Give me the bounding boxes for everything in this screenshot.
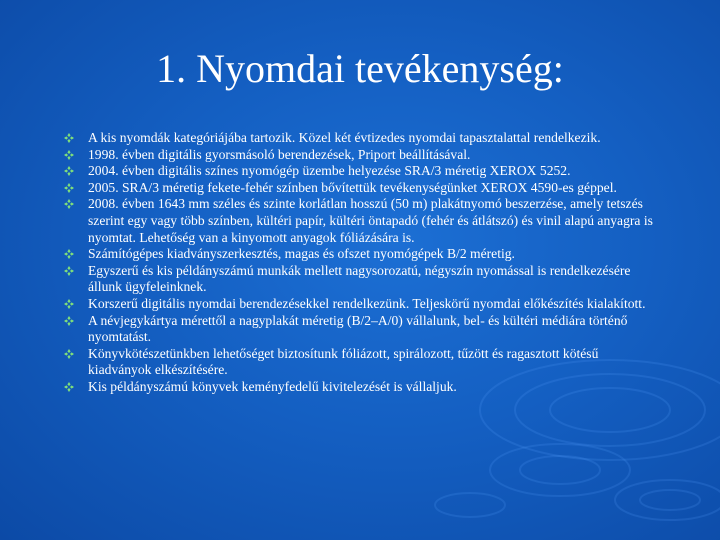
bullet-item: [64, 346, 664, 379]
diamond-leaf-bullet-icon: [64, 349, 74, 359]
diamond-leaf-bullet-icon: [64, 249, 74, 259]
diamond-leaf-bullet-icon: [64, 183, 74, 193]
diamond-leaf-bullet-icon: [64, 133, 74, 143]
bullet-item: [64, 163, 664, 180]
diamond-leaf-bullet-icon: [64, 199, 74, 209]
bullet-text: 2008. évben 1643 mm széles és szinte korlátlan hosszú (50 m) plakátnyomó beszerzése, amely tetszés szerint egy vagy több színben, kültéri papír, kültéri öntapadó (fehér és átlátszó) és vinil alapú anyagra is nyomtat. Lehetőség van a kinyomott anyagok fóliázására is.: [88, 196, 653, 245]
bullet-text: 2005. SRA/3 méretig fekete-fehér színben bővítettük tevékenységünket XEROX 4590-es géppel.: [88, 179, 617, 195]
bullet-text: Számítógépes kiadványszerkesztés, magas és ofszet nyomógépek B/2 méretig.: [88, 246, 515, 262]
diamond-leaf-bullet-icon: [64, 382, 74, 392]
bullet-text: Korszerű digitális nyomdai berendezésekkel rendelkezünk. Teljeskörű nyomdai előkészítés kialakított.: [88, 295, 646, 311]
bullet-text: 2004. évben digitális színes nyomógép üzembe helyezése SRA/3 méretig XEROX 5252.: [88, 163, 571, 179]
bullet-item: [64, 379, 664, 396]
bullet-item: [64, 130, 664, 147]
bullet-item: [64, 313, 664, 346]
bullet-item: [64, 147, 664, 164]
bullet-text: 1998. évben digitális gyorsmásoló berendezések, Priport beállításával.: [88, 146, 471, 162]
diamond-leaf-bullet-icon: [64, 266, 74, 276]
bullet-text: Kis példányszámú könyvek keményfedelű kivitelezését is vállaljuk.: [88, 378, 457, 394]
diamond-leaf-bullet-icon: [64, 150, 74, 160]
bullet-list: [64, 130, 664, 396]
bullet-text: A névjegykártya mérettől a nagyplakát méretig (B/2–A/0) vállalunk, bel- és kültéri médiára történő nyomtatást.: [88, 312, 628, 345]
bullet-text: Egyszerű és kis példányszámú munkák mellett nagysorozatú, négyszín nyomással is rendelkezésére állunk ügyfeleinknek.: [88, 262, 631, 295]
bullet-text: Könyvkötészetünkben lehetőséget biztosítunk fóliázott, spirálozott, tűzött és ragasztott kötésű kiadványok elkészítésére.: [88, 345, 599, 378]
bullet-item: [64, 246, 664, 263]
bullet-item: [64, 263, 664, 296]
diamond-leaf-bullet-icon: [64, 166, 74, 176]
bullet-item: [64, 180, 664, 197]
bullet-item: [64, 296, 664, 313]
page-title: 1. Nyomdai tevékenység:: [156, 46, 564, 91]
bullet-item: [64, 196, 664, 246]
diamond-leaf-bullet-icon: [64, 316, 74, 326]
diamond-leaf-bullet-icon: [64, 299, 74, 309]
bullet-text: A kis nyomdák kategóriájába tartozik. Közel két évtizedes nyomdai tapasztalattal rendelkezik.: [88, 130, 601, 145]
